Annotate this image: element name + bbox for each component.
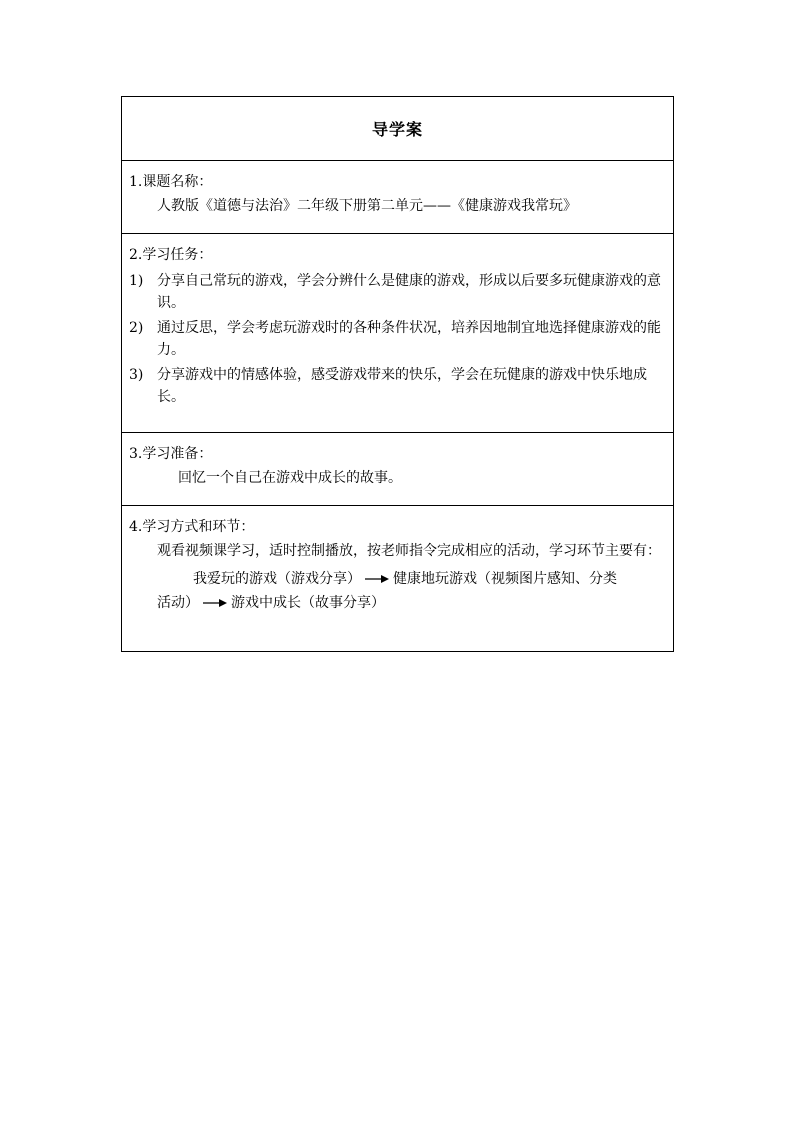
topic-section [122,160,673,233]
flow-step-3: 游戏中成长（故事分享） [231,595,385,611]
flow-step-1: 我爱玩的游戏（游戏分享） [193,571,361,587]
arrow-right-icon [365,574,389,584]
flow-step-2b: 活动） [157,595,199,611]
prep-text: 回忆一个自己在游戏中成长的故事。 [178,470,402,486]
study-guide-table [121,96,674,652]
task-number: 1) [129,273,144,289]
arrow-right-icon [203,598,227,608]
flow-step-2a: 健康地玩游戏（视频图片感知、分类 [393,571,617,587]
task-number: 3) [129,367,144,383]
flow-line-2 [129,591,666,615]
task-text: 分享游戏中的情感体验，感受游戏带来的快乐，学会在玩健康的游戏中快乐地成长。 [157,367,647,405]
prep-heading: 3.学习准备： [129,446,213,462]
title-cell [122,97,673,160]
page-title: 导学案 [371,120,423,139]
topic-heading: 1.课题名称： [129,174,213,190]
method-heading: 4.学习方式和环节： [129,519,255,535]
method-text: 观看视频课学习，适时控制播放，按老师指令完成相应的活动，学习环节主要有： [157,543,661,559]
task-item [129,364,666,408]
task-item [129,270,666,314]
method-section [122,505,673,651]
tasks-heading: 2.学习任务： [129,247,213,263]
prep-section [122,432,673,505]
task-text: 分享自己常玩的游戏，学会分辨什么是健康的游戏，形成以后要多玩健康游戏的意识。 [157,273,661,311]
task-item [129,317,666,361]
task-text: 通过反思，学会考虑玩游戏时的各种条件状况，培养因地制宜地选择健康游戏的能力。 [157,320,661,358]
tasks-section [122,233,673,432]
flow-line-1 [129,567,666,591]
task-number: 2) [129,320,144,336]
topic-text: 人教版《道德与法治》二年级下册第二单元——《健康游戏我常玩》 [157,198,577,214]
